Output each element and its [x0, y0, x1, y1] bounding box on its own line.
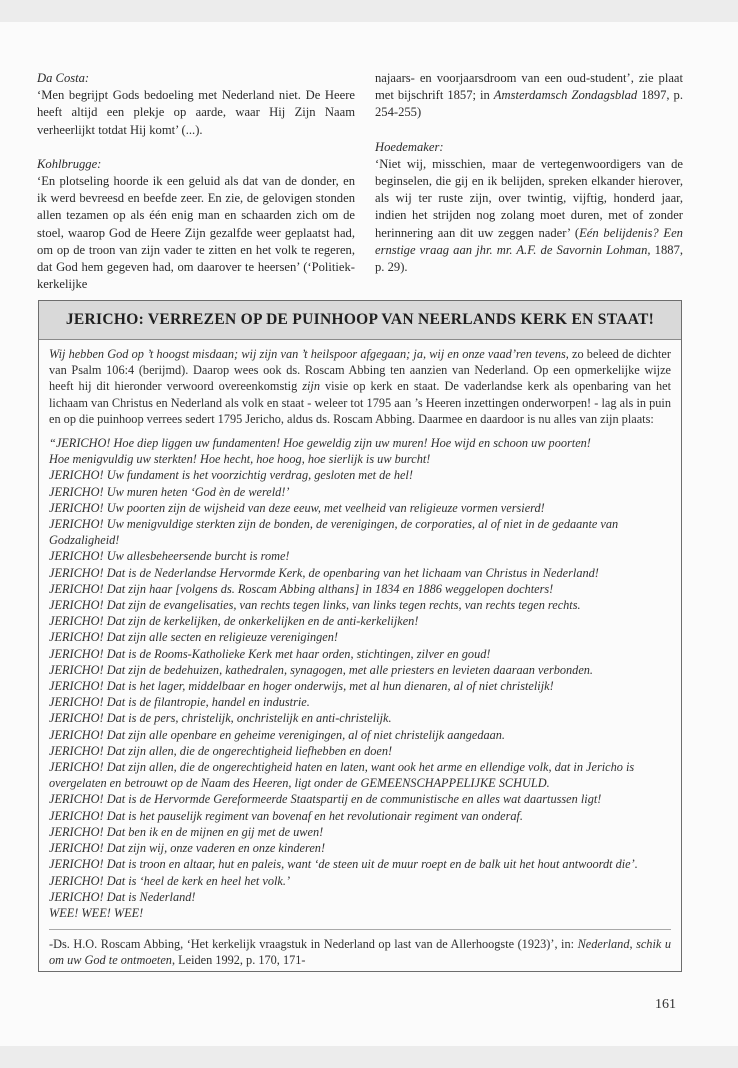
box-body [39, 340, 681, 969]
jericho-poem [49, 435, 671, 921]
poem-line: JERICHO! Uw menigvuldige sterkten zijn de bonden, de verenigingen, de corporaties, al of niet in de gedaante van Godzaligheid! [49, 517, 619, 548]
dacosta-attribution: Da Costa: [37, 71, 90, 85]
poem-line: JERICHO! Dat is Nederland! [49, 889, 196, 904]
poem-line: JERICHO! Dat is de filantropie, handel en industrie. [49, 695, 310, 710]
poem-line: JERICHO! Dat is de Nederlandse Hervormde Kerk, de openbaring van het lichaam van Christus in Nederland! [49, 565, 599, 580]
poem-line: JERICHO! Dat zijn alle openbare en geheime verenigingen, al of niet christelijk aangedaan. [49, 727, 506, 742]
jericho-boxed-article [38, 300, 682, 972]
poem-line: JERICHO! Dat is troon en altaar, hut en paleis, want ‘de steen uit de muur roept en de balk uit het hout antwoordt die’. [49, 857, 638, 872]
hoedemaker-quote: ‘Niet wij, misschien, maar de vertegenwoordigers van de beginselen, die gij en ik belijden, spreken elkander hierover, als wij ter ruste zijn, over twintig, vijftig, honderd jaar, indien het strijden nog zolang moet duren, met of zonder herinnering aan dit uw zeggen nader’ (Eén belijdenis? Een ernstige vraag aan jhr. mr. A.F. de Savornin Lohman, 1887, p. 29). [375, 156, 684, 275]
source-citation: -Ds. H.O. Roscam Abbing, ‘Het kerkelijk vraagstuk in Nederland op last van de Allerhoogste (1923)’, in: Nederland, schik u om uw God te ontmoeten, Leiden 1992, p. 170, 171- [49, 929, 671, 968]
box-header [39, 301, 681, 340]
poem-line: JERICHO! Dat is de Hervormde Gereformeerde Staatspartij en de communistische en alles wat daartussen ligt! [49, 792, 602, 807]
poem-line: JERICHO! Uw muren heten ‘God èn de wereld!’ [49, 484, 290, 499]
poem-line: JERICHO! Dat is het pauselijk regiment van bovenaf en het revolutionair regiment van onderaf. [49, 808, 524, 823]
right-column [375, 70, 683, 276]
poem-line: Hoe menigvuldig uw sterkten! Hoe hecht, hoe hoog, hoe sierlijk is uw burcht! [49, 452, 431, 467]
kohlbrugge-attribution: Kohlbrugge: [37, 156, 102, 171]
poem-line: JERICHO! Dat zijn haar [volgens ds. Roscam Abbing althans] in 1834 en 1886 weggelopen dochters! [49, 581, 554, 596]
poem-line: JERICHO! Dat is ‘heel de kerk en heel het volk.’ [49, 873, 291, 888]
dacosta-quote: ‘Men begrijpt Gods bedoeling met Nederland niet. De Heere heeft altijd een plekje op aarde, waar Hij Zijn Naam verheerlijkt totdat Hij komt’ (...). [37, 88, 355, 137]
page-number: 161 [655, 997, 676, 1012]
poem-line: JERICHO! Dat zijn de evangelisaties, van rechts tegen links, van links tegen rechts, van rechts tegen rechts. [49, 598, 581, 613]
poem-line: JERICHO! Dat is het lager, middelbaar en hoger onderwijs, met al hun dienaren, al of niet christelijk! [49, 679, 554, 694]
poem-line: JERICHO! Uw allesbeheersende burcht is rome! [49, 549, 290, 564]
hoedemaker-attribution: Hoedemaker: [375, 139, 444, 154]
poem-line: JERICHO! Dat is de pers, christelijk, onchristelijk en anti-christelijk. [49, 711, 392, 726]
scan-top-margin [0, 0, 738, 22]
poem-line: JERICHO! Uw poorten zijn de wijsheid van deze eeuw, met veelheid van religieuze vormen versierd! [49, 500, 545, 515]
poem-line: JERICHO! Uw fundament is het voorzichtig verdrag, gesloten met de hel! [49, 468, 413, 483]
poem-line: WEE! WEE! WEE! [49, 905, 144, 920]
poem-line: “JERICHO! Hoe diep liggen uw fundamenten! Hoe geweldig zijn uw muren! Hoe wijd en schoon uw poorten! [49, 436, 591, 451]
scan-bottom-margin [0, 1046, 738, 1068]
poem-line: JERICHO! Dat is de Rooms-Katholieke Kerk met haar orden, stichtingen, zilver en goud! [49, 646, 491, 661]
poem-line: JERICHO! Dat zijn de bedehuizen, kathedralen, synagogen, met alle priesters en levieten daaraan verbonden. [49, 662, 594, 677]
poem-line: JERICHO! Dat zijn alle secten en religieuze verenigingen! [49, 630, 339, 645]
box-intro: Wij hebben God op ’t hoogst misdaan; wij zijn van ’t heilspoor afgegaan; ja, wij en onze vaad’ren tevens, zo beleed de dichter van Psalm 106:4 (berijmd). Daarop wees ook ds. Roscam Abbing ten aanzien van Nederland. Op een opmerkelijke wijze heeft hij dit hieronder verwoord overeenkomstig zijn visie op kerk en staat. De vaderlandse kerk als openbaring van het lichaam van Christus en Nederland als volk en staat - weleer tot 1795 aan ’s Heeren inzettingen onderworpen! - lag als in puin en op die puinhoop verrees sedert 1795 Jericho, aldus ds. Roscam Abbing. Daarmee en daardoor is nu alles van zijn plaats: [49, 347, 671, 426]
poem-line: JERICHO! Dat zijn allen, die de ongerechtigheid haten en laten, want ook het arme en ellendige volk, dat in Jericho is overgelaten en betrouwt op de Naam des Heeren, ligt onder de GEMEENSCHAPPELIJKE SCHULD. [49, 760, 635, 791]
kohlbrugge-continuation: najaars- en voorjaarsdroom van een oud-student’, zie plaat met bijschrift 1857; in Amsterdamsch Zondagsblad 1897, p. 254-255) [375, 71, 683, 120]
kohlbrugge-quote: ‘En plotseling hoorde ik een geluid als dat van de donder, en ik werd bevreesd en beefde zeer. En zie, de gelovigen stonden allen tezamen op als één enig man en schaarden zich om de stoel, waarop God de Heere Zijn gezalfde weer geplaatst had, om op de troon van zijn vader te zitten en het volk te regeren, dat God hem gegeven had, om daarover te heersen’ (‘Politiek-kerkelijke [37, 174, 355, 292]
box-title: JERICHO: VERREZEN OP DE PUINHOOP VAN NEERLANDS KERK EN STAAT! [65, 311, 655, 328]
poem-line: JERICHO! Dat zijn de kerkelijken, de onkerkelijken en de anti-kerkelijken! [49, 614, 419, 629]
poem-line: JERICHO! Dat zijn allen, die de ongerechtigheid liefhebben en doen! [49, 743, 393, 758]
poem-line: JERICHO! Dat ben ik en de mijnen en gij met de uwen! [49, 824, 324, 839]
poem-line: JERICHO! Dat zijn wij, onze vaderen en onze kinderen! [49, 841, 326, 856]
left-column [37, 70, 355, 293]
